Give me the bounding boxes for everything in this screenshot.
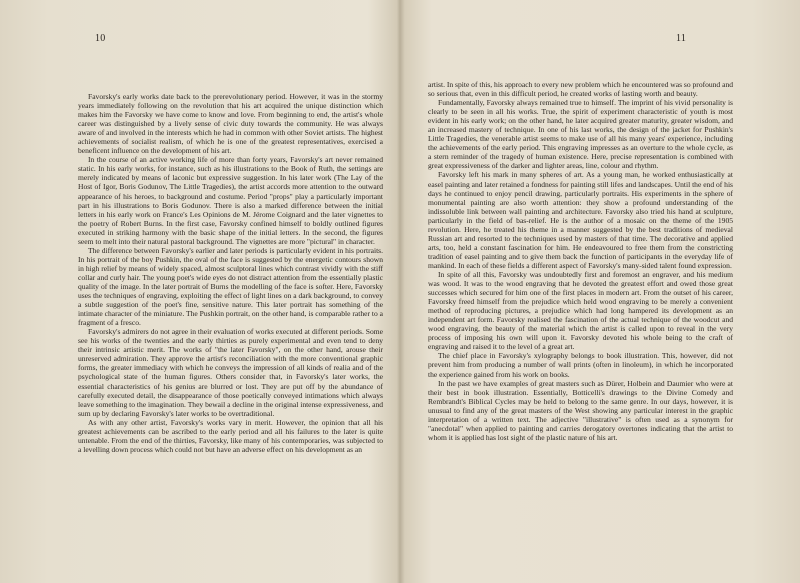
page-number-right: 11 <box>676 33 687 44</box>
paragraph: artist. In spite of this, his approach to every new problem which he encountered was so profound and so serious that, even in this difficult period, he created works of lasting worth and beauty. <box>428 80 733 99</box>
left-page-body <box>78 92 383 454</box>
paragraph: In spite of all this, Favorsky was undoubtedly first and foremost an engraver, and his medium was wood. It was to the wood engraving that he devoted the greatest effort and owed those great successes which secured for him one of the first places in modern art. From the outset of his career, Favorsky freed himself from the prejudice which held wood engraving to be merely a convenient method of reproducing pictures, a prejudice which had long hampered its development as an independent art form. Favorsky realised the fascination of the actual technique of the woodcut and wood engraving, the beauty of the material which the artist is called upon to reveal in the very process of imposing his own will upon it. Favorsky devoted his whole being to the craft of engraving and raised it to the level of a great art. <box>428 269 733 352</box>
paragraph: Favorsky's early works date back to the prerevolutionary period. However, it was in the stormy years immediately following on the revolution that his art acquired the unique distinction which makes him the Favorsky we have come to know and love. From beginning to end, the artist's whole career was distinguished by a lively sense of civic duty towards the community. He was always aware of and involved in the interests which he had in common with other Soviet artists. The highest achievements of socialist realism, of which he is one of the greatest representatives, exercised a beneficent influence on the development of his art. <box>78 92 383 156</box>
paragraph: As with any other artist, Favorsky's works vary in merit. However, the opinion that all his greatest achievements can be ascribed to the early period and all his failures to the later is quite untenable. From the end of the thirties, Favorsky, like many of his contemporaries, was subjected to a levelling down process which could not but have an adverse effect on his development as an <box>78 417 383 454</box>
right-page-body <box>428 80 733 442</box>
paragraph: Favorsky's admirers do not agree in their evaluation of works executed at different periods. Some see his works of the twenties and the early thirties as purely experimental and even tend to deny their intrinsic artistic merit. The works of "the later Favorsky", on the other hand, arouse their unreserved admiration. They approve the artist's reconciliation with the more conventional graphic forms, the greater immediacy with which he conveys the impression of all kinds of realia and of the psychological state of the human figures. Others consider that, in Favorsky's later works, the essential characteristics of his genius are blurred or lost. They are put off by the abundance of carefully executed detail, the disappearance of those poetically conveyed intimations which always leave something to the imagination. They bewail a decline in the original intense expressiveness, and sum up by declaring Favorsky's later works to be overtraditional. <box>78 327 384 418</box>
paragraph: In the past we have examples of great masters such as Dürer, Holbein and Daumier who were at their best in book illustration. Essentially, Botticelli's drawings to the Divine Comedy and Rembrandt's Biblical Cycles may be held to belong to the same genre. In our days, however, it is unusual to find any of the great masters of the West showing any particular interest in the graphic interpretation of a written text. The adjective "illustrative" is often used as a synonym for "anecdotal" when applied to painting and carries derogatory overtones indicating that the artist to whom it is applied has lost sight of the plastic nature of his art. <box>428 378 733 442</box>
page-number-left: 10 <box>95 33 106 44</box>
paragraph: The chief place in Favorsky's xylography belongs to book illustration. This, however, did not prevent him from producing a number of wall prints (often in linoleum), in which he incorporated the experience gained from his work on books. <box>428 351 733 379</box>
paragraph: Favorsky left his mark in many spheres of art. As a young man, he worked enthusiastically at easel painting and later retained a fondness for painting still lifes and landscapes. Until the end of his days he continued to enjoy pencil drawing, particularly portraits. His experiments in the sphere of monumental painting are also worth attention: they show a profound understanding of the indissoluble link between wall painting and architecture. Favorsky also tried his hand at sculpture, particularly in the field of bas-relief. He is the author of a mosaic on the theme of the 1905 revolution. Here, he treated his theme in a manner suggested by the best traditions of medieval Russian art and resorted to the techniques used by masters of that time. The decorative and applied arts, too, held a constant fascination for him. He endeavoured to free them from the constricting tradition of easel painting and to give them back the function of participants in the everyday life of mankind. In each of these fields a different aspect of Favorsky's many-sided talent found expression. <box>428 170 733 270</box>
paragraph: Fundamentally, Favorsky always remained true to himself. The imprint of his vivid personality is clearly to be seen in all his works. True, the spirit of experiment characteristic of youth is most evident in his early work; on the other hand, he later acquired greater maturity, greater wisdom, and an increased mastery of technique. In one of his last works, the design of the jacket for Pushkin's Little Tragedies, the venerable artist seems to make use of all his many years' experience, including the achievements of the early period. This engraving impresses as an overture to the whole cycle, as a stern reminder of the tragedy of human existence. Here, precise representation is combined with great expressiveness of the darker and lighter areas, line, colour and rhythm. <box>428 98 733 171</box>
right-page <box>402 0 800 583</box>
paragraph: In the course of an active working life of more than forty years, Favorsky's art never remained static. In his early works, for instance, such as his illustrations to the Book of Ruth, the settings are merely indicated by means of laconic but expressive suggestion. In his later work (The Lay of the Host of Igor, Boris Godunov, The Little Tragedies), the artist accords more attention to the outward appearance of his heroes, to background and costume. Period "props" play a particularly important part in his illustrations to Boris Godunov. There is also a marked difference between the initial letters in his early work on France's Les Opinions de M. Jérome Coignard and the later vignettes to the poetry of Robert Burns. In the first case, Favorsky confined himself to boldly outlined figures executed in striking harmony with the basic shape of the initial letters. In the second, the figures seem to melt into their natural pastoral background. The vignettes are more "pictural" in character. <box>78 155 383 246</box>
left-page <box>0 0 398 583</box>
paragraph: The difference between Favorsky's earlier and later periods is particularly evident in his portraits. In his portrait of the boy Pushkin, the oval of the face is suggested by the energetic contours shown in high relief by means of widely spaced, almost sculptoral lines which contrast vividly with the stiff collar and curly hair. The young poet's wide eyes do not distract attention from the essentially plastic quality of the image. In the later portrait of Burns the modelling of the face is softer. Here, Favorsky uses the techniques of engraving, exploiting the effect of light lines on a dark background, to convey a subtle suggestion of the poet's fine, sensitive nature. This later portrait has something of the intimate character of the miniature. The Pushkin portrait, on the other hand, is comparable rather to a fragment of a fresco. <box>78 245 383 328</box>
